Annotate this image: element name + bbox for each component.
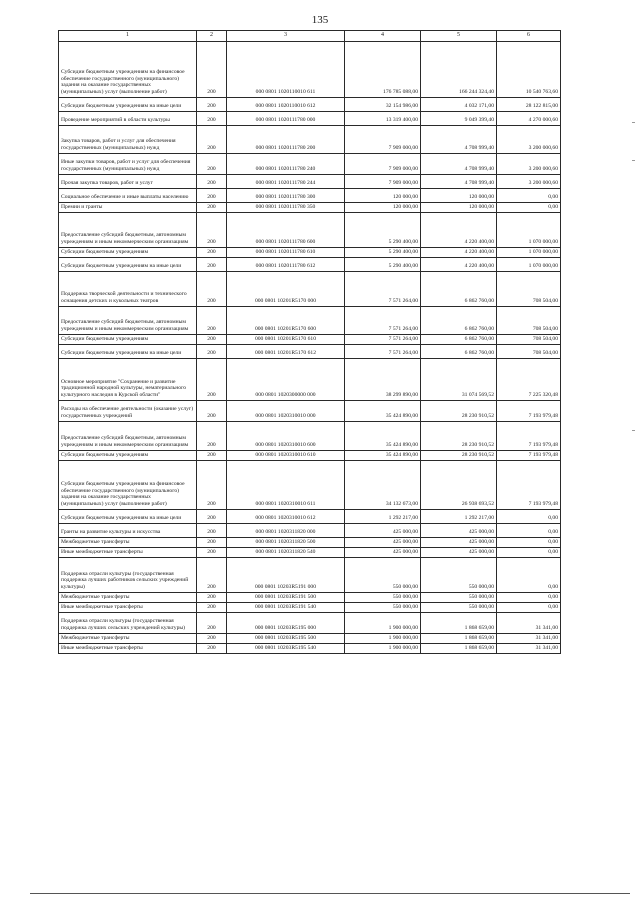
row-classification: 000 0801 1020111780 300	[227, 189, 345, 203]
row-executed-amount: 425 000,00	[421, 548, 497, 558]
budget-execution-table	[58, 30, 561, 654]
row-executed-amount: 4 220 400,00	[421, 213, 497, 248]
row-unexecuted-amount: 10 540 763,60	[497, 42, 561, 98]
row-approved-amount: 35 424 890,00	[345, 422, 421, 451]
row-executed-amount: 28 230 910,52	[421, 451, 497, 461]
row-executed-amount: 166 244 324,40	[421, 42, 497, 98]
row-unexecuted-amount: 7 225 320,48	[497, 359, 561, 401]
edge-mark	[632, 430, 635, 431]
row-unexecuted-amount: 0,00	[497, 189, 561, 203]
row-name: Субсидии бюджетным учреждениям	[59, 248, 197, 258]
row-executed-amount: 4 032 171,00	[421, 98, 497, 112]
row-approved-amount: 120 000,00	[345, 203, 421, 213]
table-row	[59, 112, 561, 126]
row-classification: 000 0801 10203R5195 500	[227, 634, 345, 644]
row-unexecuted-amount: 708 504,00	[497, 272, 561, 307]
table-row	[59, 258, 561, 272]
row-code: 200	[197, 634, 227, 644]
row-code: 200	[197, 593, 227, 603]
row-name: Предоставление субсидий бюджетным, автономным учреждениям и иным некоммерческим организациям	[59, 422, 197, 451]
table-row	[59, 126, 561, 154]
row-name: Социальное обеспечение и иные выплаты населению	[59, 189, 197, 203]
row-code: 200	[197, 248, 227, 258]
row-executed-amount: 120 000,00	[421, 203, 497, 213]
column-header: 3	[227, 31, 345, 42]
row-executed-amount: 28 230 910,52	[421, 401, 497, 422]
row-name: Предоставление субсидий бюджетным, автономным учреждениям и иным некоммерческим организациям	[59, 307, 197, 335]
row-name: Межбюджетные трансферты	[59, 593, 197, 603]
table-row	[59, 634, 561, 644]
table-row	[59, 335, 561, 345]
row-classification: 000 0801 10203R5195 540	[227, 644, 345, 654]
row-code: 200	[197, 154, 227, 175]
row-name: Субсидии бюджетным учреждениям на иные цели	[59, 98, 197, 112]
column-header: 1	[59, 31, 197, 42]
row-classification: 000 0801 10201R5170 000	[227, 272, 345, 307]
table-row	[59, 272, 561, 307]
row-code: 200	[197, 558, 227, 593]
row-unexecuted-amount: 3 200 000,60	[497, 154, 561, 175]
row-approved-amount: 1 900 000,00	[345, 634, 421, 644]
row-unexecuted-amount: 3 200 000,60	[497, 126, 561, 154]
row-executed-amount: 28 230 910,52	[421, 422, 497, 451]
table-row	[59, 510, 561, 524]
row-executed-amount: 26 938 693,52	[421, 461, 497, 510]
row-approved-amount: 7 909 000,00	[345, 175, 421, 189]
row-code: 200	[197, 126, 227, 154]
row-name: Закупка товаров, работ и услуг для обеспечения государственных (муниципальных) нужд	[59, 126, 197, 154]
table-row	[59, 538, 561, 548]
row-unexecuted-amount: 708 504,00	[497, 307, 561, 335]
row-executed-amount: 6 862 760,00	[421, 335, 497, 345]
row-approved-amount: 1 292 217,00	[345, 510, 421, 524]
row-approved-amount: 35 424 890,00	[345, 451, 421, 461]
row-code: 200	[197, 644, 227, 654]
table-row	[59, 524, 561, 538]
row-executed-amount: 6 862 760,00	[421, 307, 497, 335]
column-header: 4	[345, 31, 421, 42]
table-row	[59, 558, 561, 593]
row-unexecuted-amount: 1 070 000,00	[497, 248, 561, 258]
row-name: Премии и гранты	[59, 203, 197, 213]
row-classification: 000 0801 1020300000 000	[227, 359, 345, 401]
row-code: 200	[197, 510, 227, 524]
row-classification: 000 0801 1020111780 240	[227, 154, 345, 175]
table-row	[59, 644, 561, 654]
row-unexecuted-amount: 7 193 979,48	[497, 401, 561, 422]
row-unexecuted-amount: 0,00	[497, 524, 561, 538]
row-executed-amount: 6 862 760,00	[421, 345, 497, 359]
row-classification: 000 0801 1020310010 610	[227, 451, 345, 461]
row-executed-amount: 1 868 659,00	[421, 644, 497, 654]
row-code: 200	[197, 42, 227, 98]
row-unexecuted-amount: 0,00	[497, 510, 561, 524]
row-classification: 000 0801 1020311820 500	[227, 538, 345, 548]
row-code: 200	[197, 461, 227, 510]
row-code: 200	[197, 613, 227, 634]
row-name: Субсидии бюджетным учреждениям на финансовое обеспечение государственного (муниципального) задания на оказание государственных (муниципальных) услуг (выполнение работ)	[59, 461, 197, 510]
row-code: 200	[197, 359, 227, 401]
row-name: Прочая закупка товаров, работ и услуг	[59, 175, 197, 189]
row-name: Расходы на обеспечение деятельности (оказание услуг) государственных учреждений	[59, 401, 197, 422]
row-unexecuted-amount: 1 070 000,00	[497, 213, 561, 248]
table-row	[59, 451, 561, 461]
row-approved-amount: 425 000,00	[345, 548, 421, 558]
edge-mark	[632, 160, 635, 161]
row-classification: 000 0801 1020111780 200	[227, 126, 345, 154]
row-unexecuted-amount: 31 341,00	[497, 613, 561, 634]
row-executed-amount: 1 868 659,00	[421, 634, 497, 644]
column-header: 6	[497, 31, 561, 42]
row-code: 200	[197, 603, 227, 613]
row-code: 200	[197, 189, 227, 203]
table-row	[59, 603, 561, 613]
row-code: 200	[197, 175, 227, 189]
row-approved-amount: 34 132 673,00	[345, 461, 421, 510]
row-name: Субсидии бюджетным учреждениям на финансовое обеспечение государственного (муниципального) задания на оказание государственных (муниципальных) услуг (выполнение работ)	[59, 42, 197, 98]
row-code: 200	[197, 307, 227, 335]
row-unexecuted-amount: 1 070 000,00	[497, 258, 561, 272]
row-approved-amount: 176 785 088,00	[345, 42, 421, 98]
column-header: 2	[197, 31, 227, 42]
row-approved-amount: 7 909 000,00	[345, 126, 421, 154]
row-unexecuted-amount: 0,00	[497, 558, 561, 593]
table-row	[59, 345, 561, 359]
row-unexecuted-amount: 0,00	[497, 203, 561, 213]
row-unexecuted-amount: 7 193 979,48	[497, 451, 561, 461]
row-unexecuted-amount: 708 504,00	[497, 335, 561, 345]
row-code: 200	[197, 112, 227, 126]
row-classification: 000 0801 10203R5191 500	[227, 593, 345, 603]
row-name: Иные межбюджетные трансферты	[59, 603, 197, 613]
row-name: Иные межбюджетные трансферты	[59, 644, 197, 654]
table-row	[59, 401, 561, 422]
row-unexecuted-amount: 28 122 815,00	[497, 98, 561, 112]
table-row	[59, 98, 561, 112]
row-approved-amount: 550 000,00	[345, 603, 421, 613]
row-classification: 000 0801 1020310010 000	[227, 401, 345, 422]
row-unexecuted-amount: 0,00	[497, 548, 561, 558]
row-executed-amount: 550 000,00	[421, 558, 497, 593]
row-unexecuted-amount: 708 504,00	[497, 345, 561, 359]
table-row	[59, 422, 561, 451]
row-classification: 000 0801 1020111780 600	[227, 213, 345, 248]
table-row	[59, 154, 561, 175]
row-unexecuted-amount: 31 341,00	[497, 634, 561, 644]
page-number: 135	[311, 14, 329, 26]
table-row	[59, 359, 561, 401]
row-classification: 000 0801 10201R5170 600	[227, 307, 345, 335]
row-classification: 000 0801 1020111780 610	[227, 248, 345, 258]
table-row	[59, 548, 561, 558]
row-code: 200	[197, 335, 227, 345]
row-name: Поддержка творческой деятельности и технического оснащения детских и кукольных театров	[59, 272, 197, 307]
row-approved-amount: 7 571 264,00	[345, 345, 421, 359]
row-name: Межбюджетные трансферты	[59, 634, 197, 644]
row-approved-amount: 7 909 000,00	[345, 154, 421, 175]
row-approved-amount: 1 900 000,00	[345, 644, 421, 654]
row-name: Поддержка отрасли культуры (государственная поддержка лучших сельских учреждений культуры)	[59, 613, 197, 634]
row-classification: 000 0801 1020111780 612	[227, 258, 345, 272]
row-approved-amount: 35 424 890,00	[345, 401, 421, 422]
row-classification: 000 0801 1020110010 611	[227, 42, 345, 98]
table-row	[59, 203, 561, 213]
row-approved-amount: 5 290 400,00	[345, 248, 421, 258]
row-name: Межбюджетные трансферты	[59, 538, 197, 548]
row-classification: 000 0801 1020111780 000	[227, 112, 345, 126]
row-executed-amount: 425 000,00	[421, 538, 497, 548]
table-row	[59, 307, 561, 335]
row-code: 200	[197, 422, 227, 451]
row-name: Гранты на развитие культуры и искусства	[59, 524, 197, 538]
table-row	[59, 42, 561, 98]
row-name: Основное мероприятие "Сохранение и развитие традиционной народной культуры, нематериального культурного наследия в Курской области"	[59, 359, 197, 401]
row-code: 200	[197, 98, 227, 112]
row-unexecuted-amount: 0,00	[497, 603, 561, 613]
row-unexecuted-amount: 0,00	[497, 593, 561, 603]
row-code: 200	[197, 548, 227, 558]
column-header: 5	[421, 31, 497, 42]
row-approved-amount: 550 000,00	[345, 558, 421, 593]
row-approved-amount: 7 571 264,00	[345, 272, 421, 307]
row-executed-amount: 4 708 999,40	[421, 126, 497, 154]
row-code: 200	[197, 213, 227, 248]
row-classification: 000 0801 1020111780 244	[227, 175, 345, 189]
row-code: 200	[197, 524, 227, 538]
row-classification: 000 0801 10203R5191 540	[227, 603, 345, 613]
row-executed-amount: 1 868 659,00	[421, 613, 497, 634]
row-approved-amount: 5 290 400,00	[345, 258, 421, 272]
row-unexecuted-amount: 7 193 979,48	[497, 422, 561, 451]
row-name: Субсидии бюджетным учреждениям	[59, 335, 197, 345]
table-row	[59, 189, 561, 203]
row-code: 200	[197, 451, 227, 461]
row-code: 200	[197, 345, 227, 359]
row-name: Поддержка отрасли культуры (государственная поддержка лучших работников сельских учреждений культуры)	[59, 558, 197, 593]
row-code: 200	[197, 401, 227, 422]
row-name: Субсидии бюджетным учреждениям на иные цели	[59, 345, 197, 359]
table-row	[59, 175, 561, 189]
row-executed-amount: 550 000,00	[421, 603, 497, 613]
row-name: Субсидии бюджетным учреждениям	[59, 451, 197, 461]
page-bottom-rule	[30, 893, 630, 894]
row-code: 200	[197, 272, 227, 307]
row-executed-amount: 31 074 569,52	[421, 359, 497, 401]
row-unexecuted-amount: 0,00	[497, 538, 561, 548]
row-code: 200	[197, 203, 227, 213]
row-classification: 000 0801 10203R5195 000	[227, 613, 345, 634]
row-name: Иные закупки товаров, работ и услуг для обеспечения государственных (муниципальных) нужд	[59, 154, 197, 175]
row-classification: 000 0801 10201R5170 610	[227, 335, 345, 345]
row-classification: 000 0801 1020310010 612	[227, 510, 345, 524]
row-name: Субсидии бюджетным учреждениям на иные цели	[59, 258, 197, 272]
row-executed-amount: 4 708 999,40	[421, 154, 497, 175]
table-row	[59, 461, 561, 510]
row-classification: 000 0801 1020111780 350	[227, 203, 345, 213]
row-approved-amount: 120 000,00	[345, 189, 421, 203]
row-approved-amount: 5 290 400,00	[345, 213, 421, 248]
row-name: Субсидии бюджетным учреждениям на иные цели	[59, 510, 197, 524]
row-executed-amount: 4 220 400,00	[421, 248, 497, 258]
row-approved-amount: 32 154 986,00	[345, 98, 421, 112]
row-approved-amount: 1 900 000,00	[345, 613, 421, 634]
row-approved-amount: 550 000,00	[345, 593, 421, 603]
row-name: Предоставление субсидий бюджетным, автономным учреждениям и иным некоммерческим организациям	[59, 213, 197, 248]
row-approved-amount: 7 571 264,00	[345, 335, 421, 345]
row-code: 200	[197, 538, 227, 548]
row-classification: 000 0801 1020310010 611	[227, 461, 345, 510]
row-classification: 000 0801 10201R5170 612	[227, 345, 345, 359]
row-approved-amount: 7 571 264,00	[345, 307, 421, 335]
row-executed-amount: 4 220 400,00	[421, 258, 497, 272]
row-name: Иные межбюджетные трансферты	[59, 548, 197, 558]
row-classification: 000 0801 1020311820 540	[227, 548, 345, 558]
row-approved-amount: 38 299 890,00	[345, 359, 421, 401]
edge-mark	[632, 122, 635, 123]
table-row	[59, 248, 561, 258]
row-executed-amount: 550 000,00	[421, 593, 497, 603]
row-classification: 000 0801 10203R5191 000	[227, 558, 345, 593]
row-executed-amount: 4 708 999,40	[421, 175, 497, 189]
table-row	[59, 213, 561, 248]
row-approved-amount: 13 319 400,00	[345, 112, 421, 126]
row-executed-amount: 120 000,00	[421, 189, 497, 203]
table-row	[59, 593, 561, 603]
row-approved-amount: 425 000,00	[345, 538, 421, 548]
header-row	[59, 31, 561, 42]
row-name: Проведение мероприятий в области культуры	[59, 112, 197, 126]
row-unexecuted-amount: 7 193 979,48	[497, 461, 561, 510]
row-classification: 000 0801 1020110010 612	[227, 98, 345, 112]
row-executed-amount: 9 049 399,40	[421, 112, 497, 126]
row-executed-amount: 6 862 760,00	[421, 272, 497, 307]
row-approved-amount: 425 000,00	[345, 524, 421, 538]
row-code: 200	[197, 258, 227, 272]
row-unexecuted-amount: 3 200 000,60	[497, 175, 561, 189]
row-unexecuted-amount: 31 341,00	[497, 644, 561, 654]
row-classification: 000 0801 1020310010 600	[227, 422, 345, 451]
row-executed-amount: 1 292 217,00	[421, 510, 497, 524]
row-executed-amount: 425 000,00	[421, 524, 497, 538]
table-row	[59, 613, 561, 634]
row-unexecuted-amount: 4 270 000,60	[497, 112, 561, 126]
row-classification: 000 0801 1020311820 000	[227, 524, 345, 538]
